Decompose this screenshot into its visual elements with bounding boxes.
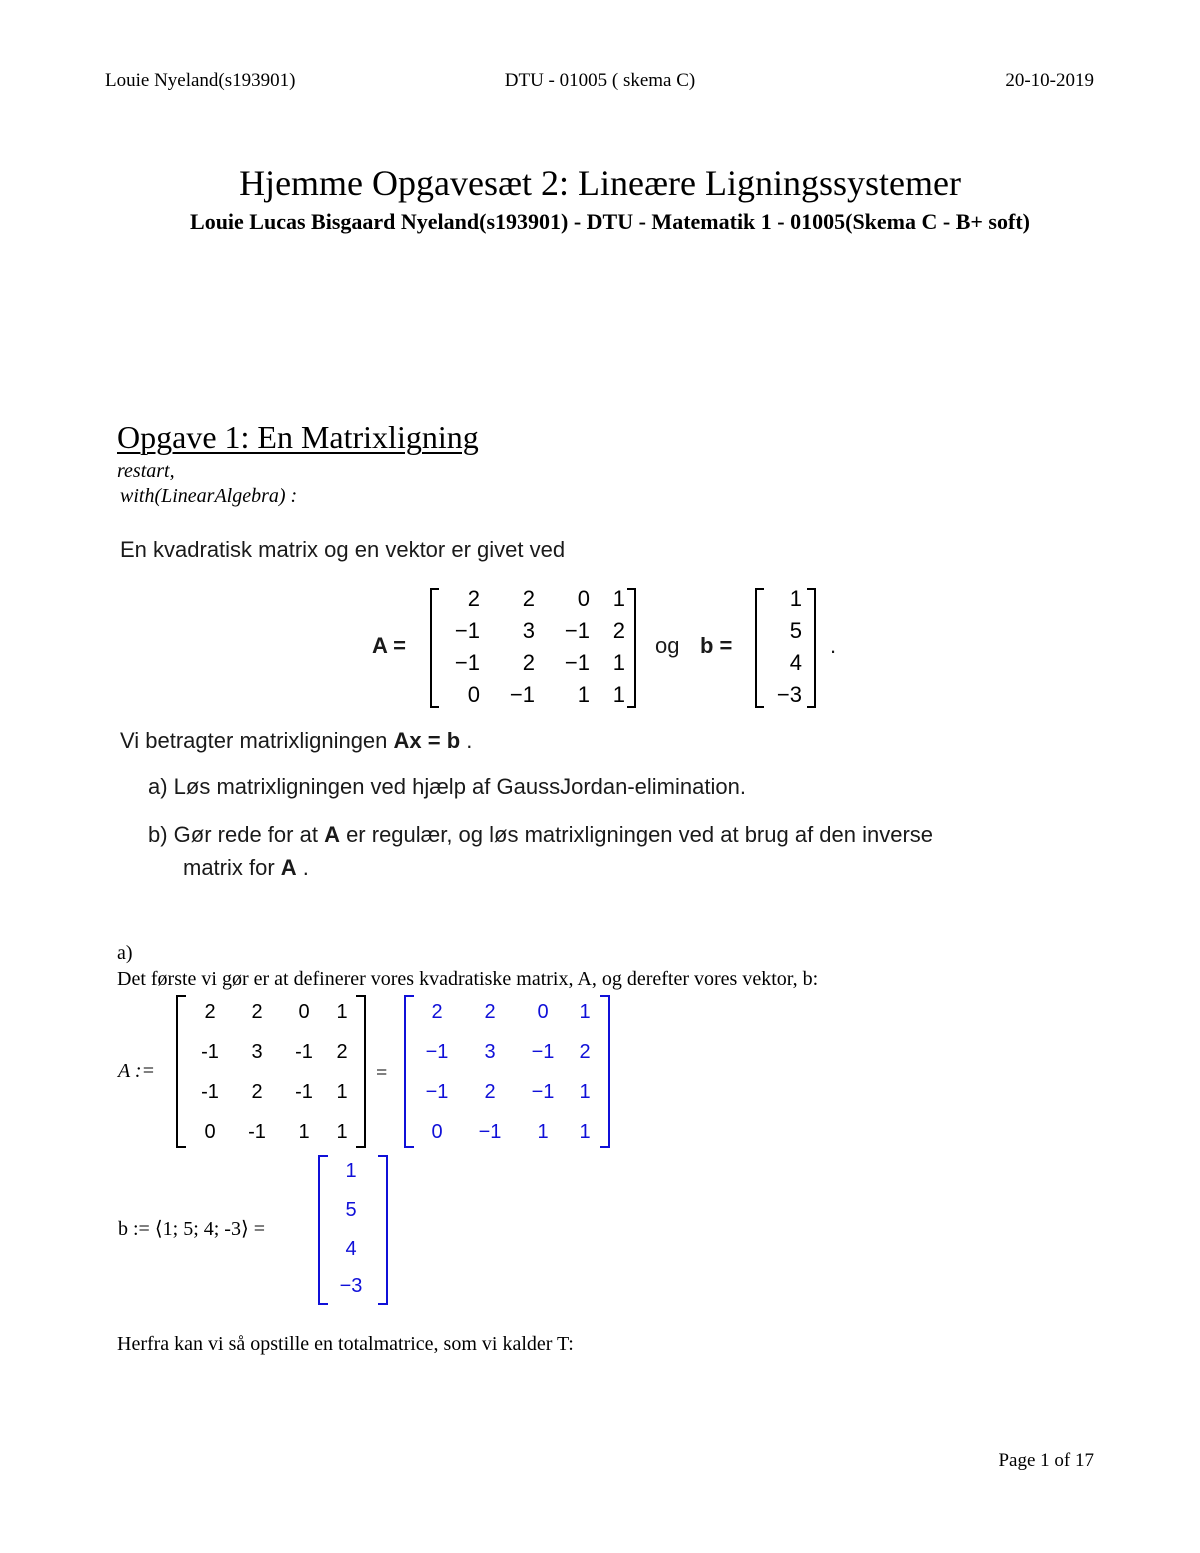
task-A-cell: 1 xyxy=(577,682,590,707)
task-b-label: b = xyxy=(700,633,733,658)
task-A-cell: 2 xyxy=(612,618,625,643)
task-intro: En kvadratisk matrix og en vektor er givet ved xyxy=(120,537,566,562)
task-part-a: a) Løs matrixligningen ved hjælp af GaussJordan-elimination. xyxy=(148,774,746,799)
task-b-cell: 1 xyxy=(789,586,802,611)
answer-A-output-cell: 1 xyxy=(537,1121,549,1143)
task-og-label: og xyxy=(655,633,680,658)
answer-part-a-label: a) xyxy=(117,942,133,964)
task-A-cell: 0 xyxy=(467,682,480,707)
task-A-cell: 1 xyxy=(612,650,625,675)
answer-A-input-cell: 1 xyxy=(336,1121,348,1143)
answer-b-output-cell: −3 xyxy=(339,1275,363,1297)
header-date: 20-10-2019 xyxy=(1005,70,1094,91)
answer-A-input-cell: 1 xyxy=(336,1001,348,1023)
answer-A-input-cell: -1 xyxy=(295,1041,313,1063)
answer-A-input-cell: 2 xyxy=(251,1081,263,1103)
task-A-cell: 1 xyxy=(612,586,625,611)
answer-A-output-cell: 1 xyxy=(579,1081,591,1103)
maple-restart-command: restart, xyxy=(117,460,175,482)
answer-part-a-text: Det første vi gør er at definerer vores kvadratiske matrix, A, og derefter vores vektor, b: xyxy=(117,968,819,990)
answer-A-input-cell: 1 xyxy=(298,1121,310,1143)
task-A-cell: 1 xyxy=(612,682,625,707)
task-A-cell: −1 xyxy=(564,650,590,675)
answer-b-output-cell: 1 xyxy=(345,1160,357,1182)
answer-A-output-cell: 0 xyxy=(537,1001,549,1023)
document-title: Hjemme Opgavesæt 2: Lineære Ligningssystemer xyxy=(239,163,961,203)
answer-A-input-cell: -1 xyxy=(201,1081,219,1103)
answer-A-output-bracket-right xyxy=(600,995,610,1148)
task-b-cell: 4 xyxy=(789,650,802,675)
task-A-cell: −1 xyxy=(564,618,590,643)
task-A-label: A = xyxy=(372,633,407,658)
answer-b-output-bracket-left xyxy=(318,1155,328,1305)
answer-A-output-cell: −1 xyxy=(425,1041,449,1063)
answer-A-input-bracket-left xyxy=(176,995,186,1148)
task-A-cell: −1 xyxy=(509,682,535,707)
answer-A-input-bracket-right xyxy=(356,995,366,1148)
task-part-b-line1: b) Gør rede for at A er regulær, og løs matrixligningen ved at brug af den inverse xyxy=(148,822,934,847)
task-A-cell: 3 xyxy=(522,618,535,643)
answer-A-output-cell: 0 xyxy=(431,1121,443,1143)
task-b-bracket-right xyxy=(807,588,816,708)
header-course: DTU - 01005 ( skema C) xyxy=(504,70,696,91)
task-matrix-equation: Vi betragter matrixligningen Ax = b . xyxy=(120,728,473,753)
task-b-cell: 5 xyxy=(789,618,802,643)
answer-A-input-cell: 1 xyxy=(336,1081,348,1103)
task-A-cell: 2 xyxy=(467,586,480,611)
answer-A-input-cell: -1 xyxy=(248,1121,266,1143)
total-matrix-intro: Herfra kan vi så opstille en totalmatrice, som vi kalder T: xyxy=(117,1333,574,1355)
answer-A-output-cell: −1 xyxy=(478,1121,502,1143)
answer-A-input-cell: -1 xyxy=(201,1041,219,1063)
section-heading: Opgave 1: En Matrixligning xyxy=(117,419,479,455)
answer-A-input-cell: -1 xyxy=(295,1081,313,1103)
header-author: Louie Nyeland(s193901) xyxy=(105,70,296,91)
answer-b-output-cell: 5 xyxy=(345,1199,357,1221)
answer-A-input-cell: 2 xyxy=(336,1041,348,1063)
page-number: Page 1 of 17 xyxy=(998,1450,1094,1471)
answer-A-output-cell: −1 xyxy=(531,1041,555,1063)
answer-A-output-cell: 2 xyxy=(484,1081,496,1103)
answer-A-label: A := xyxy=(118,1060,156,1082)
task-period: . xyxy=(830,633,837,658)
answer-A-output-cell: −1 xyxy=(531,1081,555,1103)
answer-A-output-cell: 2 xyxy=(431,1001,443,1023)
task-part-b-line2: matrix for A . xyxy=(183,855,309,880)
task-A-cell: −1 xyxy=(454,650,480,675)
answer-A-input-cell: 0 xyxy=(298,1001,310,1023)
answer-A-input-cell: 3 xyxy=(251,1041,263,1063)
answer-b-definition: b := ⟨1; 5; 4; -3⟩ = xyxy=(118,1218,266,1240)
answer-A-output-cell: −1 xyxy=(425,1081,449,1103)
answer-b-output-cell: 4 xyxy=(345,1238,357,1260)
answer-A-input-cell: 2 xyxy=(251,1001,263,1023)
task-A-cell: 0 xyxy=(577,586,590,611)
answer-b-output-bracket-right xyxy=(378,1155,388,1305)
document-subtitle: Louie Lucas Bisgaard Nyeland(s193901) - DTU - Matematik 1 - 01005(Skema C - B+ soft) xyxy=(190,209,1030,234)
task-A-cell: 2 xyxy=(522,586,535,611)
answer-A-output-cell: 3 xyxy=(484,1041,496,1063)
answer-A-output-cell: 1 xyxy=(579,1001,591,1023)
task-b-cell: −3 xyxy=(776,682,802,707)
answer-A-input-cell: 0 xyxy=(204,1121,216,1143)
task-A-bracket-left xyxy=(430,588,439,708)
answer-A-output-cell: 2 xyxy=(579,1041,591,1063)
task-A-cell: 2 xyxy=(522,650,535,675)
answer-A-output-cell: 2 xyxy=(484,1001,496,1023)
task-A-bracket-right xyxy=(627,588,636,708)
answer-A-input-cell: 2 xyxy=(204,1001,216,1023)
answer-equals-sign: = xyxy=(376,1062,388,1084)
answer-A-output-bracket-left xyxy=(404,995,414,1148)
task-A-cell: −1 xyxy=(454,618,480,643)
answer-A-output-cell: 1 xyxy=(579,1121,591,1143)
maple-with-command: with(LinearAlgebra) : xyxy=(120,485,298,507)
